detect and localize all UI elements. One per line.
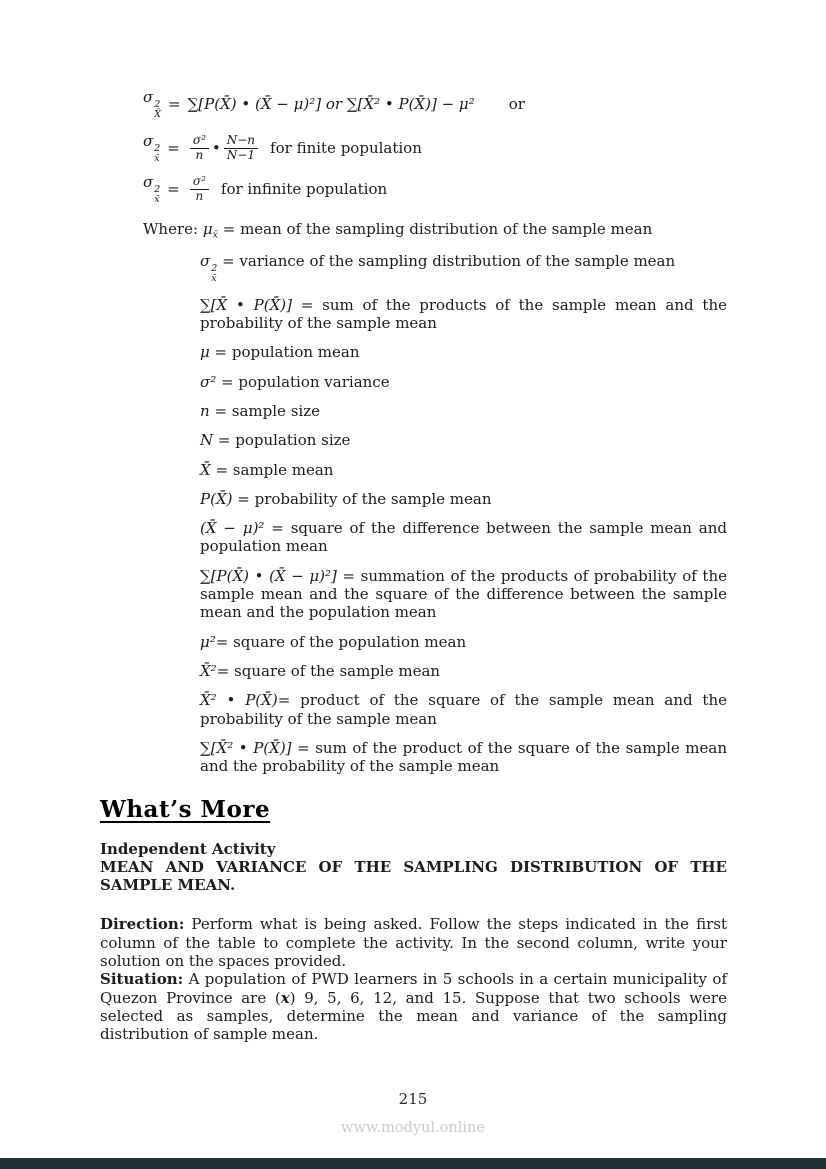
sigma-symbol: σ [143,173,154,191]
math-term: N [200,431,214,450]
definition-item [200,373,727,391]
sigma-xbar-squared-symbol [143,88,161,121]
definition-item [200,519,727,556]
where-line [143,220,727,240]
fraction-denominator: n [195,148,204,162]
situation-text-part2: ) 9, 5, 6, 12, and 15. Suppose that two schools were selected as samples, determine the mean and variance of the sampling distribution of sample mean. [100,988,727,1044]
subscript-xbar: x̄ [154,153,160,165]
sigma-xbar-squared-symbol [200,251,218,285]
fraction-sigma2-n [190,134,209,163]
sigma-symbol: σ [143,132,154,150]
subsup-stack [211,264,217,285]
definition-item [200,662,727,680]
superscript-2: 2 [154,98,161,110]
section-heading-whats-more: What’s More [100,796,271,824]
definition-text: = square of the difference between the sample mean and population mean [200,519,727,556]
math-term: μ² [200,632,216,651]
definition-item [200,343,727,361]
superscript-2: 2 [154,183,161,195]
definition-text: = variance of the sampling distribution of the sample mean [222,251,676,270]
where-label: Where: [143,220,199,238]
math-term: X̄² [200,661,217,680]
mu-symbol: μ [202,220,213,238]
subsup-stack [154,185,160,206]
math-term: n [200,402,210,420]
definition-text: = population size [217,431,351,450]
formula-caption: for finite population [270,139,422,158]
subscript-xbar: x̄ [212,229,218,241]
fraction-sigma2-n [190,175,209,204]
where-text: = mean of the sampling distribution of the sample mean [222,220,653,238]
sigma-xbar-squared-symbol [143,132,160,165]
formula-caption: for infinite population [220,180,388,199]
superscript-2: 2 [211,262,218,274]
fraction-denominator: n [195,189,204,203]
formula-variance-infinite [143,173,727,206]
math-term: X̄ [200,460,211,479]
formula-variance-finite [143,132,727,165]
sigma-symbol: σ [200,251,211,270]
definition-item [200,567,727,622]
situation-label: Situation: [100,970,184,989]
or-label: or [508,95,525,114]
definition-item [200,633,727,651]
fraction-correction-factor [224,134,258,163]
subsup-stack [154,144,160,165]
fraction-denominator: N−1 [226,148,255,162]
definition-text: = sample mean [215,460,334,479]
fraction-numerator: σ² [190,175,209,190]
fraction-numerator: σ² [190,134,209,149]
equals-sign: = [167,139,180,158]
definition-text: = square of the sample mean [216,661,441,680]
sigma-xbar-squared-symbol [143,173,160,206]
definition-text: = summation of the products of probability of the sample mean and the square of the difference between the sample mean and the population mean [200,566,727,622]
superscript-2: 2 [154,142,161,154]
situation-paragraph [100,970,727,1043]
subscript-xbar: x̄ [154,194,160,206]
definition-item [200,490,727,508]
formula-body: ∑[P(X̄) • (X̄ − μ)²] or ∑[X̄² • P(X̄)] − μ² [187,95,475,114]
definition-item [200,252,727,285]
definition-item [200,691,727,728]
definition-item [200,739,727,776]
mu-xbar-symbol [202,220,218,241]
math-term: ∑[X̄² • P(X̄)] [200,738,292,757]
x-variable-symbol: x [280,988,290,1007]
definition-text: = population variance [221,372,390,391]
definition-item [200,402,727,420]
subscript-xbar: x̄ [211,273,217,285]
direction-text: Perform what is being asked. Follow the steps indicated in the first column of the table to complete the activity. In the second column, write your solution on the spaces provided. [100,915,727,970]
definition-item [200,296,727,333]
definition-text: = square of the population mean [215,632,467,651]
page-bottom-bar [0,1158,826,1169]
definition-text: = sample size [214,402,320,420]
activity-label: Independent Activity [100,839,276,858]
equals-sign: = [167,180,180,199]
definition-text: = probability of the sample mean [237,489,492,508]
equals-sign: = [168,95,181,114]
page-number: 215 [398,1090,428,1108]
math-term: P(X̄) [200,489,233,508]
formula-variance-general [143,88,727,121]
definitions-list [200,252,727,776]
definition-text: = population mean [214,343,360,362]
math-term: ∑[P(X̄) • (X̄ − μ)²] [200,566,337,585]
definition-text: = product of the square of the sample mean and the probability of the sample mean [200,691,727,728]
definition-text: = sum of the products of the sample mean and the probability of the sample mean [200,295,727,333]
subsup-stack [154,100,161,121]
direction-label: Direction: [100,915,185,934]
footer-url: www.modyul.online [341,1120,485,1136]
math-term: σ² [200,372,217,391]
math-term: X̄² • P(X̄) [200,691,278,710]
fraction-numerator: N−n [224,134,258,149]
situation-text-part1: A population of PWD learners in 5 schools in a certain municipality of Quezon Province are ( [100,970,727,1007]
definition-item [200,431,727,449]
subscript-xbar: X̄ [154,109,162,121]
definition-item [200,461,727,479]
math-term: (X̄ − μ)² [200,519,265,538]
dot-operator: • [211,139,221,158]
activity-title: MEAN AND VARIANCE OF THE SAMPLING DISTRIBUTION OF THE SAMPLE MEAN. [100,857,727,895]
sigma-symbol: σ [143,88,154,106]
direction-paragraph [100,915,727,970]
definition-text: = sum of the product of the square of the sample mean and the probability of the sample mean [200,738,727,776]
math-term: ∑[X̄ • P(X̄)] [200,295,293,314]
math-term: μ [200,343,210,362]
